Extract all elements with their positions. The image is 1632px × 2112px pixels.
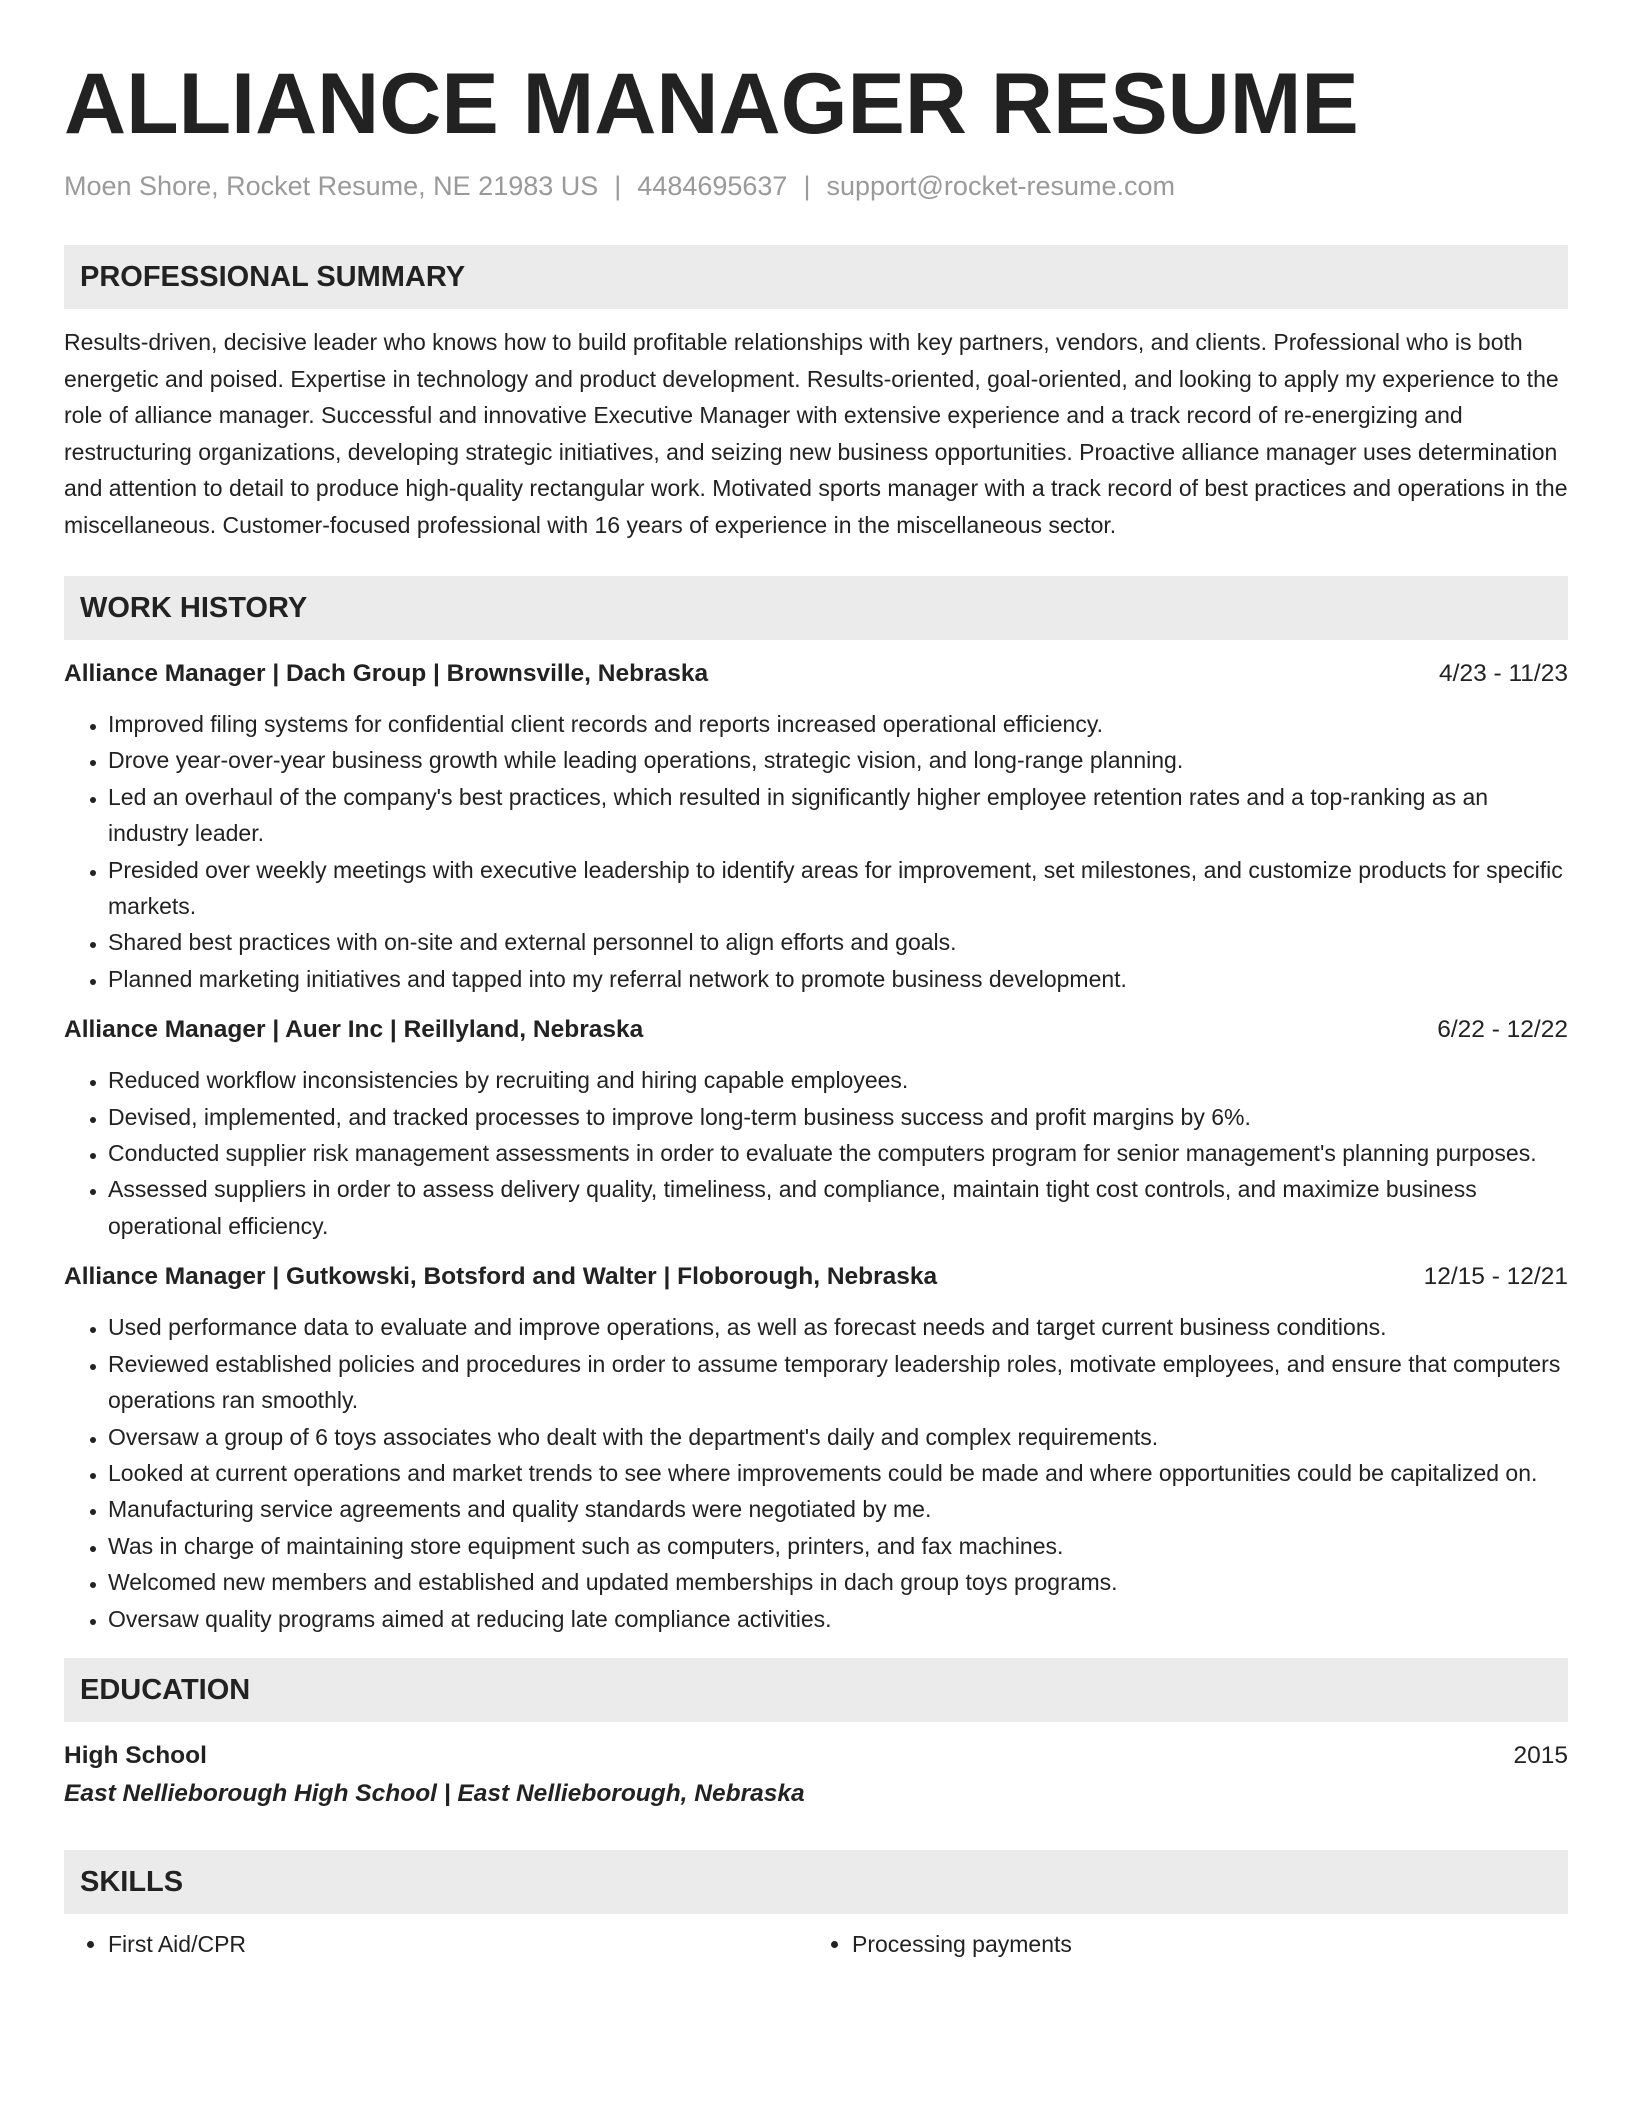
skills-column-right	[808, 1926, 1552, 1962]
resume-title: ALLIANCE MANAGER RESUME	[64, 56, 1359, 152]
education-year: 2015	[1513, 1741, 1568, 1769]
job-dates: 4/23 - 11/23	[1439, 660, 1568, 687]
list-item: • First Aid/CPR	[108, 1926, 808, 1962]
list-item: • Oversaw a group of 6 toys associates who dealt with the department's daily and complex requirements.	[108, 1419, 1568, 1455]
contact-separator: |	[803, 171, 811, 201]
job-dates: 6/22 - 12/22	[1437, 1016, 1568, 1044]
education-degree: High School	[64, 1741, 207, 1769]
summary-text: Results-driven, decisive leader who knows how to build profitable relationships with key partners, vendors, and clients. Professional who is both energetic and poised. Expertise in technology and product development. Results-oriented, goal-oriented, and looking to apply my experience to the role of alliance manager. Successful and innovative Executive Manager with extensive experience and a track record of re-energizing and restructuring organizations, developing strategic initiatives, and seizing new business opportunities. Proactive alliance manager uses determination and attention to detail to produce high-quality rectangular work. Motivated sports manager with a track record of best practices and operations in the miscellaneous. Customer-focused professional with 16 years of experience in the miscellaneous sector.	[64, 329, 1568, 538]
list-item: • Used performance data to evaluate and improve operations, as well as forecast needs and target current business conditions.	[108, 1309, 1568, 1345]
job-title: Alliance Manager | Dach Group | Brownsville, Nebraska	[64, 660, 709, 687]
contact-address: Moen Shore, Rocket Resume, NE 21983 US	[64, 171, 599, 201]
section-header-summary: PROFESSIONAL SUMMARY	[64, 245, 1568, 309]
education-school: East Nellieborough High School | East Nellieborough, Nebraska	[64, 1779, 805, 1807]
job-header	[64, 1012, 1568, 1048]
list-item: • Oversaw quality programs aimed at reducing late compliance activities.	[108, 1601, 1568, 1637]
list-item: • Reduced workflow inconsistencies by recruiting and hiring capable employees.	[108, 1062, 1568, 1098]
list-item: • Assessed suppliers in order to assess delivery quality, timeliness, and compliance, maintain tight cost controls, and maximize business operational efficiency.	[108, 1171, 1568, 1244]
list-item: • Improved filing systems for confidential client records and reports increased operational efficiency.	[108, 706, 1568, 742]
job-entry	[64, 1259, 1568, 1637]
contact-phone: 4484695637	[637, 171, 788, 201]
job-bullets	[64, 706, 1568, 997]
section-header-education: EDUCATION	[64, 1658, 1568, 1722]
job-bullets	[64, 1309, 1568, 1637]
contact-line	[64, 168, 1568, 204]
section-header-skills: SKILLS	[64, 1850, 1568, 1914]
contact-email: support@rocket-resume.com	[826, 171, 1175, 201]
job-header	[64, 1259, 1568, 1295]
skills-list	[64, 1926, 1568, 1962]
list-item: • Conducted supplier risk management assessments in order to evaluate the computers program for senior management's planning purposes.	[108, 1135, 1568, 1171]
list-item: • Led an overhaul of the company's best practices, which resulted in significantly higher employee retention rates and a top-ranking as an industry leader.	[108, 779, 1568, 852]
education-entry	[64, 1738, 1568, 1812]
resume-page	[64, 58, 1568, 1962]
section-header-work-history: WORK HISTORY	[64, 576, 1568, 640]
list-item: • Manufacturing service agreements and quality standards were negotiated by me.	[108, 1491, 1568, 1527]
job-title: Alliance Manager | Auer Inc | Reillyland, Nebraska	[64, 1016, 644, 1044]
list-item: • Drove year-over-year business growth while leading operations, strategic vision, and long-range planning.	[108, 742, 1568, 778]
list-item: • Reviewed established policies and procedures in order to assume temporary leadership roles, motivate employees, and ensure that computers operations ran smoothly.	[108, 1346, 1568, 1419]
job-header	[64, 656, 1568, 692]
list-item: • Planned marketing initiatives and tapped into my referral network to promote business development.	[108, 961, 1568, 997]
list-item: • Shared best practices with on-site and external personnel to align efforts and goals.	[108, 924, 1568, 960]
job-entry	[64, 656, 1568, 997]
list-item: • Was in charge of maintaining store equipment such as computers, printers, and fax machines.	[108, 1528, 1568, 1564]
list-item: • Processing payments	[852, 1926, 1552, 1962]
job-title: Alliance Manager | Gutkowski, Botsford and Walter | Floborough, Nebraska	[64, 1263, 938, 1291]
skills-column-left	[64, 1926, 808, 1962]
list-item: • Welcomed new members and established and updated memberships in dach group toys programs.	[108, 1564, 1568, 1600]
list-item: • Presided over weekly meetings with executive leadership to identify areas for improvement, set milestones, and customize products for specific markets.	[108, 852, 1568, 925]
contact-separator: |	[614, 171, 622, 201]
job-entry	[64, 1012, 1568, 1244]
job-dates: 12/15 - 12/21	[1423, 1263, 1568, 1291]
list-item: • Devised, implemented, and tracked processes to improve long-term business success and profit margins by 6%.	[108, 1099, 1568, 1135]
job-bullets	[64, 1062, 1568, 1244]
education-header	[64, 1738, 1568, 1774]
list-item: • Looked at current operations and market trends to see where improvements could be made and where opportunities could be capitalized on.	[108, 1455, 1568, 1491]
